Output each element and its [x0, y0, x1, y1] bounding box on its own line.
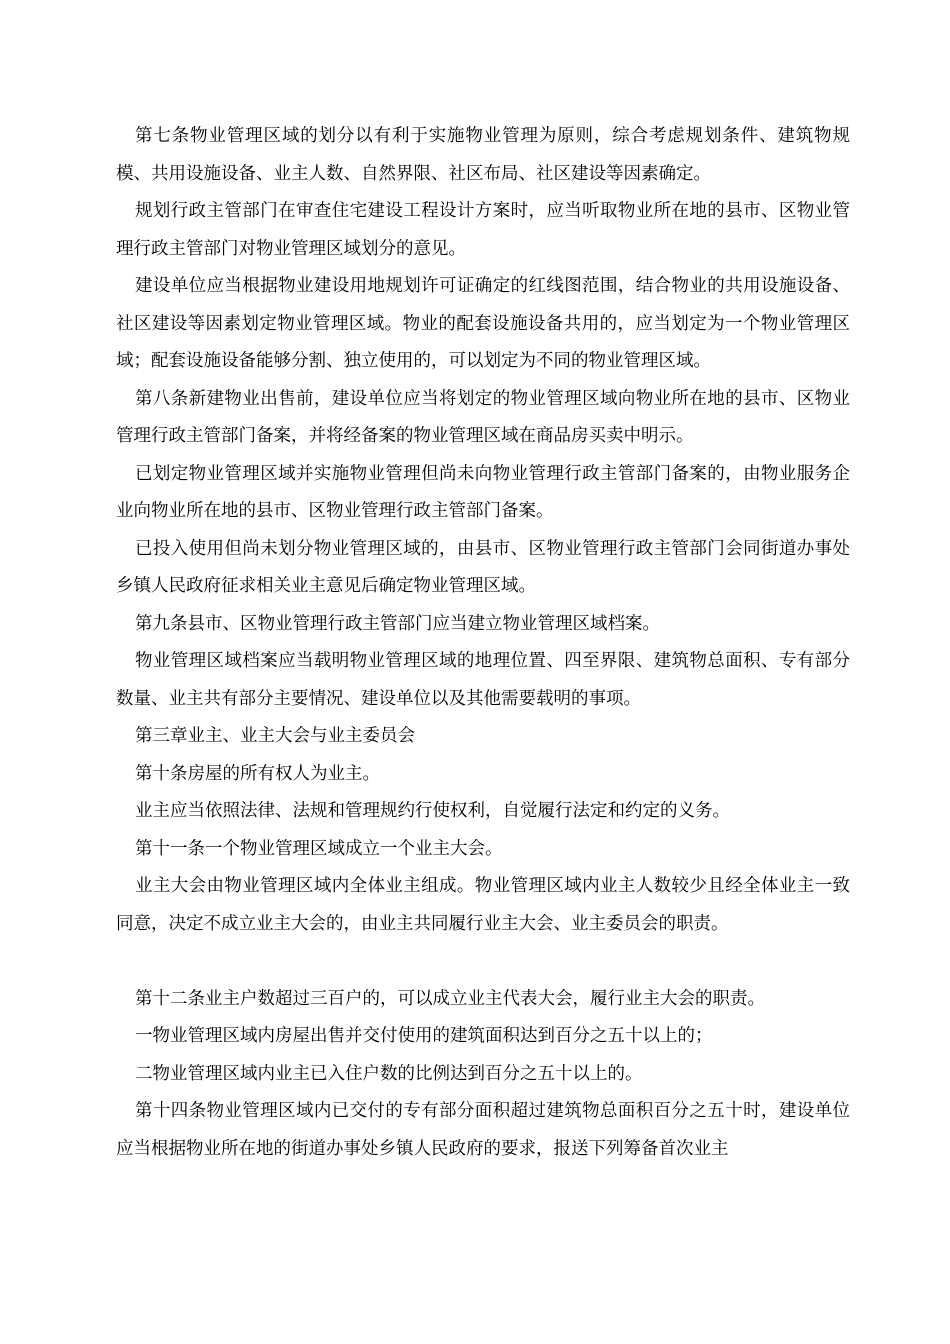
paragraph-article-11: 第十一条一个物业管理区域成立一个业主大会。 — [135, 838, 503, 859]
paragraph-planning-review: 规划行政主管部门在审查住宅建设工程设计方案时，应当听取物业所在地的县市、区物业管理行政主管部门对物业管理区域划分的意见。 — [116, 201, 850, 259]
paragraph-condition-2: 二物业管理区域内业主已入住户数的比例达到百分之五十以上的。 — [135, 1063, 643, 1084]
paragraph-condition-1: 一物业管理区域内房屋出售并交付使用的建筑面积达到百分之五十以上的； — [135, 1026, 713, 1046]
paragraph-article-7: 第七条物业管理区域的划分以有利于实施物业管理为原则，综合考虑规划条件、建筑物规模、共用设施设备、业主人数、自然界限、社区布局、社区建设等因素确定。 — [116, 126, 850, 184]
paragraph-article-12: 第十二条业主户数超过三百户的，可以成立业主代表大会，履行业主大会的职责。 — [135, 988, 765, 1009]
paragraph-article-14: 第十四条物业管理区域内已交付的专有部分面积超过建筑物总面积百分之五十时，建设单位应当根据物业所在地的街道办事处乡镇人民政府的要求，报送下列筹备首次业主 — [116, 1101, 850, 1159]
paragraph-article-10: 第十条房屋的所有权人为业主。 — [135, 763, 380, 784]
paragraph-article-9: 第九条县市、区物业管理行政主管部门应当建立物业管理区域档案。 — [135, 613, 660, 634]
paragraph-archive-contents: 物业管理区域档案应当载明物业管理区域的地理位置、四至界限、建筑物总面积、专有部分数量、业主共有部分主要情况、建设单位以及其他需要载明的事项。 — [116, 651, 850, 709]
paragraph-article-8: 第八条新建物业出售前，建设单位应当将划定的物业管理区域向物业所在地的县市、区物业管理行政主管部门备案，并将经备案的物业管理区域在商品房买卖中明示。 — [116, 388, 850, 446]
paragraph-owners-assembly: 业主大会由物业管理区域内全体业主组成。物业管理区域内业主人数较少且经全体业主一致同意，决定不成立业主大会的，由业主共同履行业主大会、业主委员会的职责。 — [116, 876, 850, 934]
chapter-3-heading: 第三章业主、业主大会与业主委员会 — [135, 726, 415, 746]
paragraph-undivided-areas: 已投入使用但尚未划分物业管理区域的，由县市、区物业管理行政主管部门会同街道办事处乡镇人民政府征求相关业主意见后确定物业管理区域。 — [116, 538, 850, 596]
document-body — [116, 118, 850, 1168]
paragraph-area-delineation: 建设单位应当根据物业建设用地规划许可证确定的红线图范围，结合物业的共用设施设备、社区建设等因素划定物业管理区域。物业的配套设施设备共用的，应当划定为一个物业管理区域；配套设施设备能够分割、独立使用的，可以划定为不同的物业管理区域。 — [116, 276, 850, 371]
paragraph-record-filing: 已划定物业管理区域并实施物业管理但尚未向物业管理行政主管部门备案的，由物业服务企业向物业所在地的县市、区物业管理行政主管部门备案。 — [116, 463, 850, 521]
paragraph-owner-rights: 业主应当依照法律、法规和管理规约行使权利，自觉履行法定和约定的义务。 — [135, 801, 730, 821]
